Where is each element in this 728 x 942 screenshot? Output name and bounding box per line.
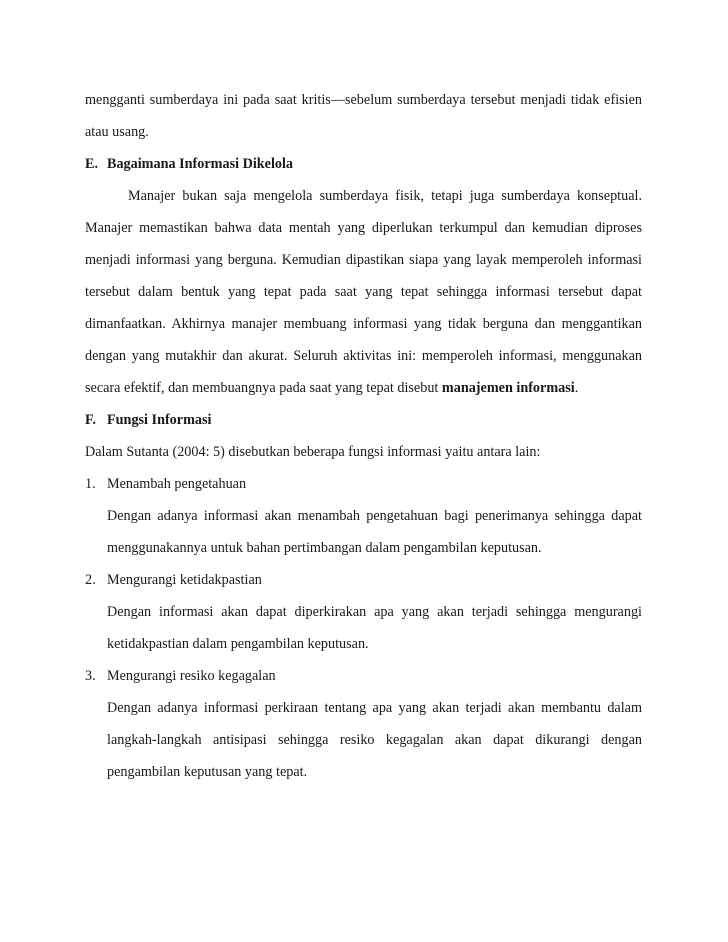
list-number: 3. (85, 668, 96, 684)
section-heading-f (85, 404, 642, 436)
paragraph-line: tersebut dalam bentuk yang tepat pada saat yang tepat sehingga informasi tersebut dapat (85, 284, 642, 300)
list-item-title (85, 564, 642, 596)
paragraph-line: dimanfaatkan. Akhirnya manajer membuang informasi yang tidak berguna dan menggantikan (85, 316, 642, 332)
list-number: 1. (85, 476, 96, 492)
line-text: secara efektif, dan membuangnya pada saat yang tepat disebut (85, 380, 442, 396)
list-item-title (85, 660, 642, 692)
list-item-line: Dengan adanya informasi perkiraan tentang apa yang akan terjadi akan membantu dalam (107, 700, 642, 716)
list-item-line: Dengan informasi akan dapat diperkirakan apa yang akan terjadi sehingga mengurangi (107, 604, 642, 620)
paragraph-line: mengganti sumberdaya ini pada saat kritis—sebelum sumberdaya tersebut menjadi tidak efisien (85, 92, 642, 108)
list-number: 2. (85, 572, 96, 588)
bold-term: manajemen informasi (441, 380, 575, 396)
section-title: Fungsi Informasi (107, 412, 212, 428)
paragraph-line: Manajer bukan saja mengelola sumberdaya fisik, tetapi juga sumberdaya konseptual. (128, 188, 642, 204)
list-item-line: langkah-langkah antisipasi sehingga resiko kegagalan akan dapat dikurangi dengan (107, 732, 642, 748)
list-item-line: Dengan adanya informasi akan menambah pengetahuan bagi penerimanya sehingga dapat (107, 508, 642, 524)
list-title: Menambah pengetahuan (107, 476, 247, 492)
section-heading-e (85, 148, 642, 180)
section-marker: F. (85, 412, 96, 428)
paragraph-line: atau usang. (85, 124, 149, 140)
paragraph-line: menjadi informasi yang berguna. Kemudian dipastikan siapa yang layak memperoleh informasi (85, 252, 642, 268)
list-title: Mengurangi ketidakpastian (107, 572, 262, 588)
list-item-line: menggunakannya untuk bahan pertimbangan dalam pengambilan keputusan. (107, 540, 542, 556)
line-text: . (574, 380, 579, 396)
paragraph-line: dengan yang mutakhir dan akurat. Seluruh aktivitas ini: memperoleh informasi, menggunakan (85, 348, 642, 364)
paragraph-line: Manajer memastikan bahwa data mentah yang diperlukan terkumpul dan kemudian diproses (85, 220, 642, 236)
section-marker: E. (85, 156, 99, 172)
paragraph-line: Dalam Sutanta (2004: 5) disebutkan beberapa fungsi informasi yaitu antara lain: (85, 444, 541, 460)
section-title: Bagaimana Informasi Dikelola (107, 156, 294, 172)
list-title: Mengurangi resiko kegagalan (107, 668, 276, 684)
list-item-title (85, 468, 642, 500)
document-page (85, 84, 642, 788)
list-item-line: ketidakpastian dalam pengambilan keputusan. (107, 636, 369, 652)
paragraph-line (85, 372, 642, 404)
list-item-line: pengambilan keputusan yang tepat. (107, 764, 308, 780)
